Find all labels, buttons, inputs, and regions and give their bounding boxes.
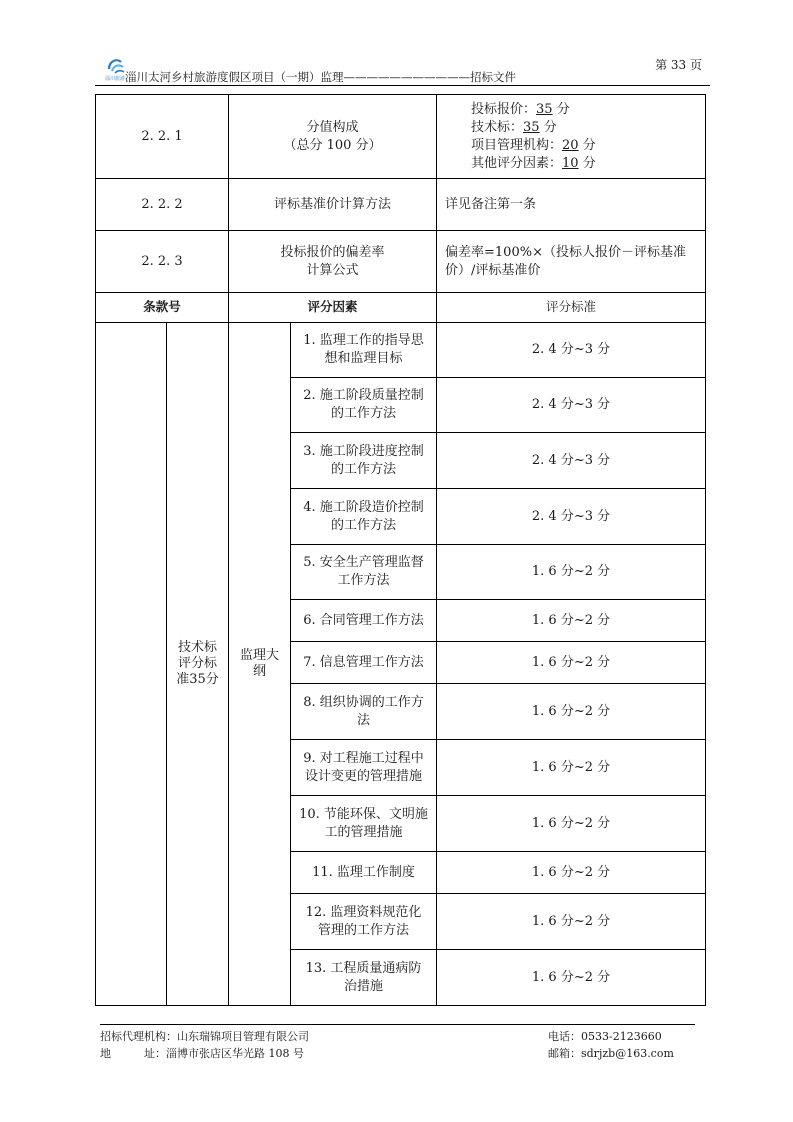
item-line: 计算公式 (306, 262, 359, 278)
item-line: 分值构成 (306, 119, 359, 135)
formula-line: 价）/评标基准价 (445, 262, 541, 278)
empty-clause-cell (96, 323, 167, 1006)
sub-category-cell (229, 323, 291, 1006)
scoring-table (95, 94, 706, 1006)
item-line: （总分 100 分） (283, 137, 382, 153)
score-cell: 2. 4 分~3 分 (437, 323, 706, 378)
score-cell: 1. 6 分~2 分 (437, 950, 706, 1006)
document-title: 淄川太河乡村旅游度假区项目（一期）监理———————————招标文件 (125, 70, 516, 84)
factor-cell: 11. 监理工作制度 (291, 852, 437, 894)
table-row (96, 323, 706, 378)
score-cell: 2. 4 分~3 分 (437, 433, 706, 489)
factor-cell: 1. 监理工作的指导思 想和监理目标 (291, 323, 437, 378)
category-line: 准35分 (176, 672, 219, 687)
score-cell: 2. 4 分~3 分 (437, 489, 706, 545)
sub-category-line: 纲 (252, 664, 266, 679)
clause-cell: 2. 2. 1 (96, 95, 229, 179)
sub-category-line: 监理大 (239, 648, 279, 663)
factor-cell: 7. 信息管理工作方法 (291, 642, 437, 684)
factor-cell: 2. 施工阶段质量控制 的工作方法 (291, 378, 437, 433)
score-line-management: 项目管理机构：20 分 (471, 137, 596, 153)
content-cell: 详见备注第一条 (437, 179, 706, 231)
factor-cell: 13. 工程质量通病防 治措施 (291, 950, 437, 1006)
factor-cell: 3. 施工阶段进度控制 的工作方法 (291, 433, 437, 489)
item-cell (229, 95, 437, 179)
formula-cell (437, 231, 706, 293)
category-line: 评分标 (177, 656, 217, 671)
footer-row-address (100, 1045, 695, 1061)
item-cell (229, 231, 437, 293)
score-cell: 1. 6 分~2 分 (437, 740, 706, 796)
header-rule (95, 85, 710, 86)
formula-line: 偏差率=100%×（投标人报价－评标基准 (445, 244, 686, 260)
page-number: 第 33 页 (655, 58, 702, 72)
company-logo-icon (105, 55, 127, 77)
score-composition-cell (437, 95, 706, 179)
table-row (96, 179, 706, 231)
factor-cell: 9. 对工程施工过程中 设计变更的管理措施 (291, 740, 437, 796)
phone-info: 电话：0533-2123660 (548, 1030, 662, 1043)
factor-cell: 12. 监理资料规范化 管理的工作方法 (291, 894, 437, 950)
clause-cell: 2. 2. 2 (96, 179, 229, 231)
category-line: 技术标 (177, 640, 217, 655)
table-row (96, 231, 706, 293)
logo-text: 淄川旅游 (105, 76, 126, 82)
agency-info: 招标代理机构：山东瑞锦项目管理有限公司 (100, 1030, 309, 1043)
score-line-tech: 技术标：35 分 (471, 119, 557, 135)
factor-cell: 5. 安全生产管理监督 工作方法 (291, 545, 437, 600)
email-info: 邮箱：sdrjzb@163.com (548, 1047, 674, 1060)
score-cell: 1. 6 分~2 分 (437, 600, 706, 642)
header-factor: 评分因素 (229, 293, 437, 323)
table-header-row (96, 293, 706, 323)
item-line: 投标报价的偏差率 (280, 244, 385, 260)
header-clause: 条款号 (96, 293, 229, 323)
footer-rule (100, 1024, 695, 1025)
score-cell: 1. 6 分~2 分 (437, 642, 706, 684)
score-line-bid: 投标报价：35 分 (471, 101, 570, 117)
score-cell: 1. 6 分~2 分 (437, 545, 706, 600)
tech-category-cell (167, 323, 229, 1006)
header-standard: 评分标准 (437, 293, 706, 323)
score-cell: 1. 6 分~2 分 (437, 852, 706, 894)
item-cell: 评标基准价计算方法 (229, 179, 437, 231)
clause-cell: 2. 2. 3 (96, 231, 229, 293)
factor-cell: 4. 施工阶段造价控制 的工作方法 (291, 489, 437, 545)
score-line-other: 其他评分因素：10 分 (471, 155, 596, 171)
page-header (95, 48, 710, 86)
factor-cell: 10. 节能环保、文明施 工的管理措施 (291, 796, 437, 852)
table-row (96, 95, 706, 179)
factor-cell: 8. 组织协调的工作方 法 (291, 684, 437, 740)
address-info: 地 址：淄博市张店区华光路 108 号 (100, 1047, 304, 1060)
factor-cell: 6. 合同管理工作方法 (291, 600, 437, 642)
footer-row-agency (100, 1028, 695, 1044)
score-cell: 1. 6 分~2 分 (437, 894, 706, 950)
score-cell: 1. 6 分~2 分 (437, 684, 706, 740)
score-cell: 1. 6 分~2 分 (437, 796, 706, 852)
score-cell: 2. 4 分~3 分 (437, 378, 706, 433)
